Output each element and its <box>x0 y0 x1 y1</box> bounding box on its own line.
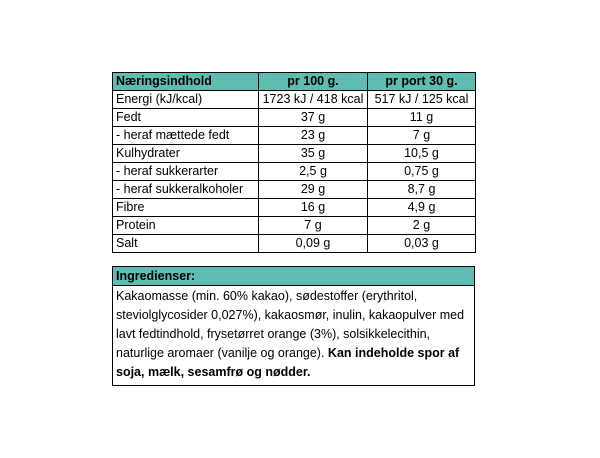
value-per-portion: 517 kJ / 125 kcal <box>368 91 476 109</box>
ingredients-text <box>113 286 474 385</box>
header-label: Næringsindhold <box>113 73 259 91</box>
nutrient-label: Fibre <box>113 199 259 217</box>
allergen-warning: Kan indeholde spor af soja, mælk, sesamfrø og nødder. <box>116 346 460 379</box>
value-per100: 1723 kJ / 418 kcal <box>259 91 368 109</box>
value-per-portion: 10,5 g <box>368 145 476 163</box>
ingredients-box <box>112 266 475 386</box>
value-per100: 37 g <box>259 109 368 127</box>
nutrition-row <box>113 181 476 199</box>
ingredients-list: Kakaomasse (min. 60% kakao), sødestoffer (erythritol, steviolglycosider 0,027%), kakaosmør, inulin, kakaopulver med lavt fedtindhold, frysetørret orange (3%), solsikkelecithin, naturlige aromaer (vanilje og orange). <box>116 289 465 360</box>
ingredients-title: Ingredienser: <box>113 267 474 286</box>
value-per100: 16 g <box>259 199 368 217</box>
header-per-portion: pr port 30 g. <box>368 73 476 91</box>
nutrition-row <box>113 91 476 109</box>
nutrient-label: - heraf sukkerarter <box>113 163 259 181</box>
nutrient-label: - heraf sukkeralkoholer <box>113 181 259 199</box>
value-per-portion: 4,9 g <box>368 199 476 217</box>
nutrition-table <box>112 72 476 253</box>
value-per100: 29 g <box>259 181 368 199</box>
value-per-portion: 7 g <box>368 127 476 145</box>
value-per100: 2,5 g <box>259 163 368 181</box>
value-per100: 7 g <box>259 217 368 235</box>
nutrient-label: - heraf mættede fedt <box>113 127 259 145</box>
value-per-portion: 0,75 g <box>368 163 476 181</box>
nutrition-row <box>113 217 476 235</box>
nutrition-row <box>113 127 476 145</box>
nutrition-row <box>113 235 476 253</box>
nutrient-label: Energi (kJ/kcal) <box>113 91 259 109</box>
value-per-portion: 8,7 g <box>368 181 476 199</box>
value-per-portion: 2 g <box>368 217 476 235</box>
value-per-portion: 0,03 g <box>368 235 476 253</box>
nutrition-row <box>113 163 476 181</box>
nutrient-label: Kulhydrater <box>113 145 259 163</box>
nutrition-header-row <box>113 73 476 91</box>
nutrition-row <box>113 109 476 127</box>
value-per-portion: 11 g <box>368 109 476 127</box>
header-per100: pr 100 g. <box>259 73 368 91</box>
value-per100: 23 g <box>259 127 368 145</box>
value-per100: 0,09 g <box>259 235 368 253</box>
nutrient-label: Protein <box>113 217 259 235</box>
value-per100: 35 g <box>259 145 368 163</box>
nutrient-label: Salt <box>113 235 259 253</box>
nutrition-row <box>113 145 476 163</box>
nutrient-label: Fedt <box>113 109 259 127</box>
nutrition-row <box>113 199 476 217</box>
